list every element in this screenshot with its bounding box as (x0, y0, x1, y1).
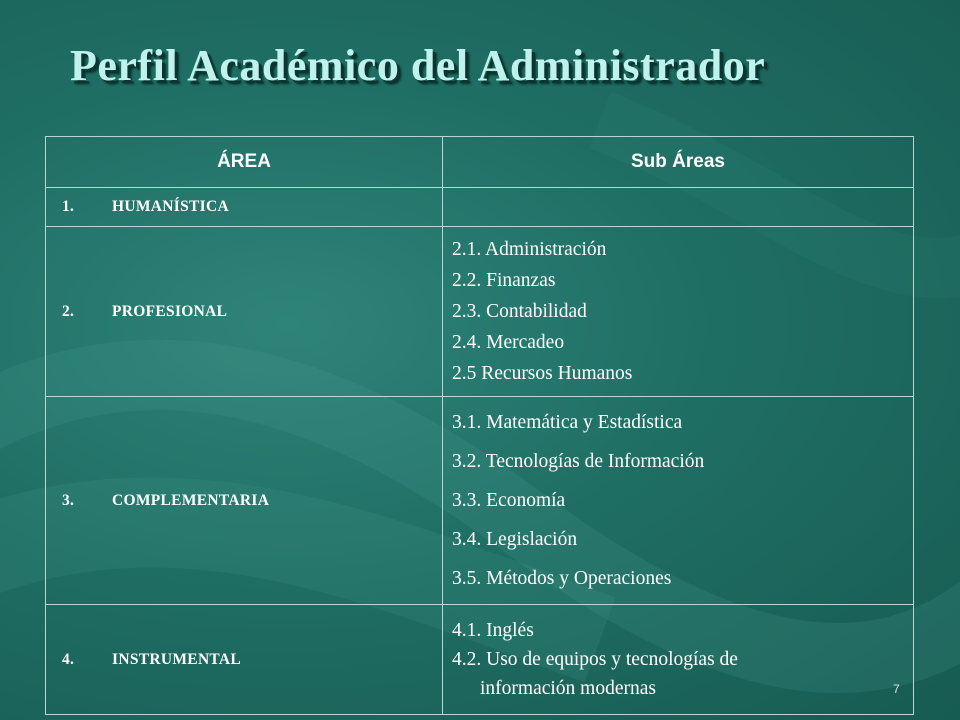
subarea-item: 3.4. Legislación (452, 529, 578, 550)
area-number: 3. (62, 491, 75, 509)
area-number: 1. (62, 198, 75, 215)
table-row (46, 227, 914, 397)
subareas-cell (443, 397, 914, 605)
area-cell (46, 188, 443, 227)
table-row (46, 605, 914, 715)
subarea-item: 2.1. Administración (452, 239, 607, 260)
subarea-list (452, 403, 903, 598)
subarea-item: 3.5. Métodos y Operaciones (452, 568, 672, 589)
subarea-list (452, 616, 903, 703)
subarea-item: 3.2. Tecnologías de Información (452, 451, 705, 472)
area-cell (46, 605, 443, 715)
subarea-item-continuation: información modernas (480, 678, 656, 699)
column-header-area: ÁREA (46, 137, 443, 188)
table-row (46, 188, 914, 227)
area-name: INSTRUMENTAL (112, 650, 242, 668)
subarea-item: 2.5 Recursos Humanos (452, 363, 633, 384)
subarea-item: 4.1. Inglés (452, 620, 534, 641)
area-cell (46, 397, 443, 605)
slide-title: Perfil Académico del Administrador (70, 41, 766, 90)
subarea-item: 2.2. Finanzas (452, 270, 556, 291)
area-name: PROFESIONAL (112, 302, 228, 320)
subareas-cell (443, 227, 914, 397)
subarea-item: 3.1. Matemática y Estadística (452, 412, 683, 433)
subarea-item: 3.3. Economía (452, 490, 566, 511)
column-header-subareas: Sub Áreas (443, 137, 914, 188)
table-row (46, 397, 914, 605)
subarea-list (452, 234, 903, 389)
area-number: 2. (62, 302, 75, 320)
subareas-cell (443, 188, 914, 227)
subarea-item: 2.4. Mercadeo (452, 332, 565, 353)
area-number: 4. (62, 650, 75, 668)
subarea-item: 4.2. Uso de equipos y tecnologías de (452, 649, 738, 670)
subareas-cell (443, 605, 914, 715)
table-header-row (46, 137, 914, 188)
area-name: HUMANÍSTICA (112, 198, 229, 215)
area-name: COMPLEMENTARIA (112, 491, 270, 509)
area-cell (46, 227, 443, 397)
page-number: 7 (893, 682, 900, 696)
academic-profile-table (45, 136, 914, 715)
subarea-item: 2.3. Contabilidad (452, 301, 587, 322)
